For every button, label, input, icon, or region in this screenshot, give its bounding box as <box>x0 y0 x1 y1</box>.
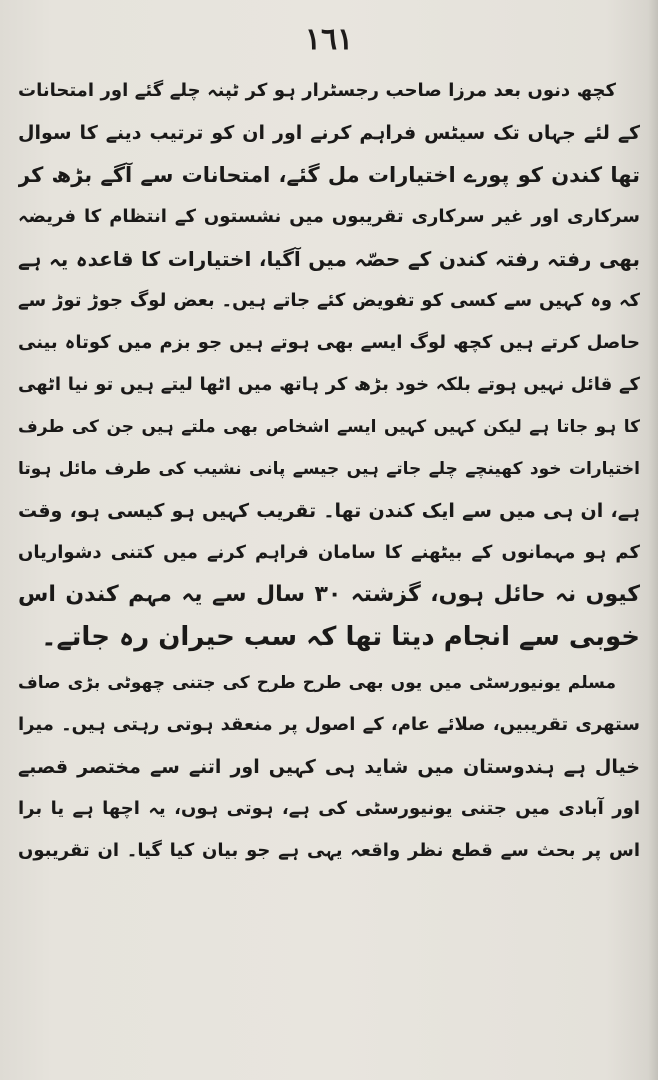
text-line: کم ہو مہمانوں کے بیٹھنے کا سامان فراہم کرنے میں کتنی دشواریاں <box>18 542 640 563</box>
text-line: کے لئے جہاں تک سیٹس فراہم کرنے اور ان کو ترتیب دینے کا سوال <box>18 122 640 144</box>
text-line: بھی رفتہ رفتہ کندن کے حصّہ میں آگیا، اختیارات کا قاعدہ یہ ہے <box>18 247 640 271</box>
text-line: حاصل کرتے ہیں کچھ لوگ ایسے بھی ہوتے ہیں جو بزم میں کوتاہ بینی <box>18 332 640 353</box>
text-line: اور آبادی میں جتنی یونیورسٹی کی ہے، ہوتی ہوں، یہ اچھا ہے یا برا <box>18 798 640 819</box>
page-edge-shadow <box>648 0 658 1080</box>
text-line: کہ وہ کہیں سے کسی کو تفویض کئے جاتے ہیں۔ بعض لوگ جوڑ توڑ سے <box>18 290 640 311</box>
paragraph <box>18 662 640 872</box>
text-line: کچھ دنوں بعد مرزا صاحب رجسٹرار ہو کر ٹپنہ چلے گئے اور امتحانات <box>18 80 616 101</box>
paragraph <box>18 70 640 658</box>
text-line: کیوں نہ حائل ہوں، گزشتہ ۳۰ سال سے یہ مہم کندن اس <box>18 582 640 607</box>
text-line: اس پر بحث سے قطع نظر واقعہ یہی ہے جو بیان کیا گیا۔ ان تقریبوں <box>18 840 640 861</box>
text-line: خیال ہے ہندوستان میں شاید ہی کہیں اور اتنے سے مختصر قصبے <box>18 756 640 778</box>
text-line: خوبی سے انجام دیتا تھا کہ سب حیران رہ جاتے۔ <box>41 622 640 652</box>
text-line: اختیارات خود کھینچے چلے جاتے ہیں جیسے پانی نشیب کی طرف مائل ہوتا <box>18 459 640 479</box>
text-line: کا ہو جاتا ہے لیکن کہیں کہیں ایسے اشخاص بھی ملتے ہیں جن کی طرف <box>18 417 640 437</box>
text-line: ستھری تقریبیں، صلائے عام، کے اصول پر منعقد ہوتی رہتی ہیں۔ میرا <box>18 714 640 735</box>
page-number: ١٦١ <box>304 22 354 57</box>
body-text <box>18 70 640 872</box>
text-line: سرکاری اور غیر سرکاری تقریبوں میں نشستوں کے انتظام کا فریضہ <box>18 206 640 227</box>
text-line: کے قائل نہیں ہوتے بلکہ خود بڑھ کر ہاتھ میں اٹھا لیتے ہیں تو نیا اٹھی <box>18 374 640 395</box>
text-line: تھا کندن کو پورے اختیارات مل گئے، امتحانات سے آگے بڑھ کر <box>18 163 640 187</box>
text-line: مسلم یونیورسٹی میں یوں بھی طرح طرح کی جتنی چھوٹی بڑی صاف <box>18 673 616 693</box>
text-line: ہے، ان ہی میں سے ایک کندن تھا۔ تقریب کہیں ہو کیسی ہو، وقت <box>18 500 640 522</box>
